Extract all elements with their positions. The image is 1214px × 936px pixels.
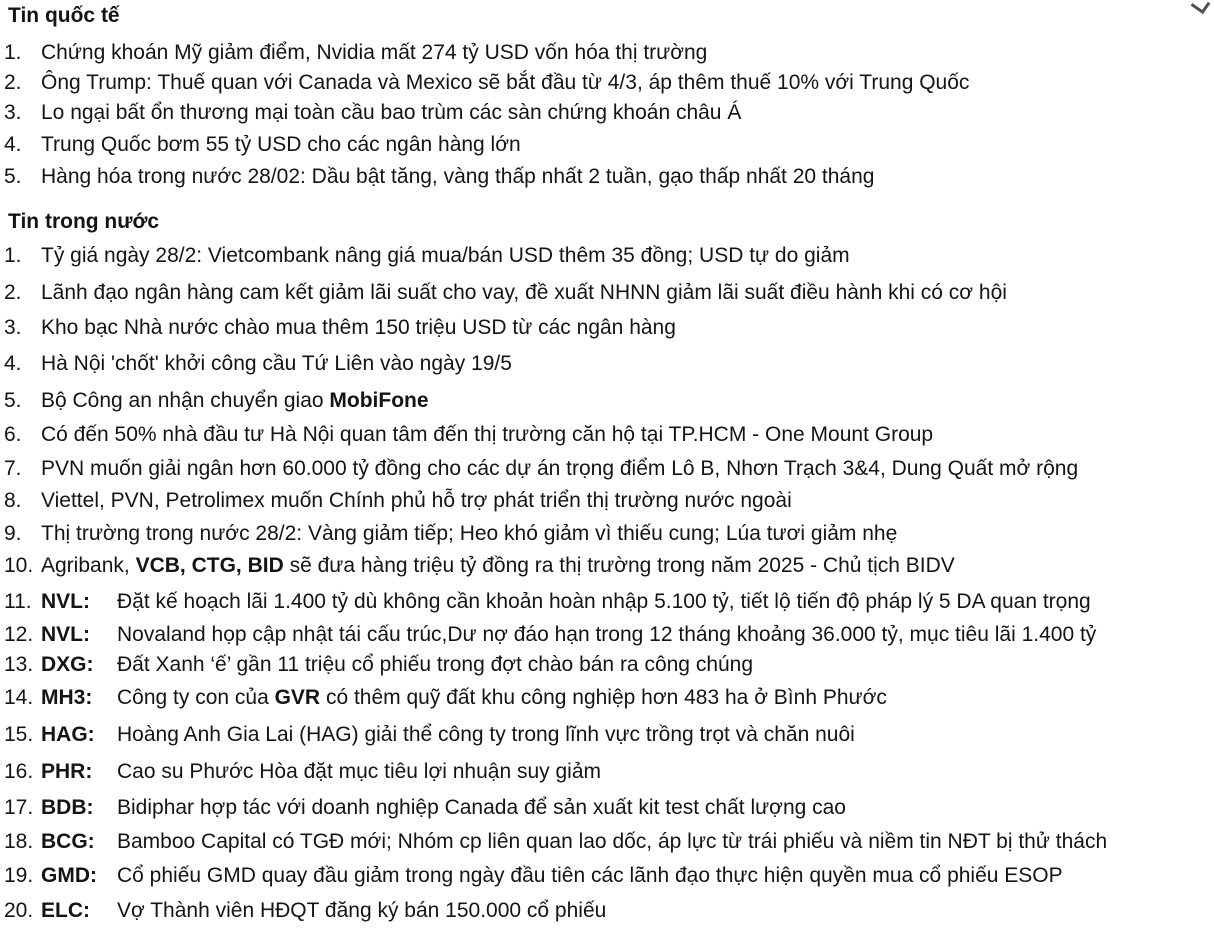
section-title-domestic: Tin trong nước (8, 210, 160, 233)
list-item: 14. MH3: Công ty con của GVR có thêm quỹ đất khu công nghiệp hơn 483 ha ở Bình Phước (4, 686, 887, 709)
list-item: 19. GMD: Cổ phiếu GMD quay đầu giảm trong ngày đầu tiên các lãnh đạo thực hiện quyền mua cổ phiếu ESOP (4, 864, 1063, 887)
ticker-label: BCG: (41, 830, 95, 853)
list-item: 3. Kho bạc Nhà nước chào mua thêm 150 triệu USD từ các ngân hàng (4, 316, 676, 339)
list-item: 5. Bộ Công an nhận chuyển giao MobiFone (4, 389, 429, 412)
ticker-label: HAG: (41, 723, 95, 746)
list-item: 2. Ông Trump: Thuế quan với Canada và Mexico sẽ bắt đầu từ 4/3, áp thêm thuế 10% với Trung Quốc (4, 71, 970, 94)
ticker-label: DXG: (41, 653, 94, 676)
list-item: 15. HAG: Hoàng Anh Gia Lai (HAG) giải thể công ty trong lĩnh vực trồng trọt và chăn nuôi (4, 723, 855, 746)
list-item: 16. PHR: Cao su Phước Hòa đặt mục tiêu lợi nhuận suy giảm (4, 760, 602, 783)
list-item: 12. NVL: Novaland họp cập nhật tái cấu trúc,Dư nợ đáo hạn trong 12 tháng khoảng 36.000 tỷ, mục tiêu lãi 1.400 tỷ (4, 623, 1097, 646)
ticker-label: PHR: (41, 760, 93, 783)
list-item: 17. BDB: Bidiphar hợp tác với doanh nghiệp Canada để sản xuất kit test chất lượng cao (4, 796, 846, 819)
list-item: 11. NVL: Đặt kế hoạch lãi 1.400 tỷ dù không cần khoản hoàn nhập 5.100 tỷ, tiết lộ tiến độ pháp lý 5 DA quan trọng (4, 590, 1091, 613)
list-item: 13. DXG: Đất Xanh ‘ế’ gần 11 triệu cổ phiếu trong đợt chào bán ra công chúng (4, 653, 754, 676)
list-item: 20. ELC: Vợ Thành viên HĐQT đăng ký bán 150.000 cổ phiếu (4, 899, 607, 922)
list-item: 6. Có đến 50% nhà đầu tư Hà Nội quan tâm đến thị trường căn hộ tại TP.HCM - One Mount Group (4, 423, 934, 446)
list-item: 4. Trung Quốc bơm 55 tỷ USD cho các ngân hàng lớn (4, 133, 521, 156)
section-title-international: Tin quốc tế (8, 4, 120, 27)
list-item: 5. Hàng hóa trong nước 28/02: Dầu bật tăng, vàng thấp nhất 2 tuần, gạo thấp nhất 20 tháng (4, 165, 875, 188)
list-item: 1. Chứng khoán Mỹ giảm điểm, Nvidia mất 274 tỷ USD vốn hóa thị trường (4, 41, 708, 64)
list-item: 10. Agribank, VCB, CTG, BID sẽ đưa hàng triệu tỷ đồng ra thị trường trong năm 2025 - Chủ tịch BIDV (4, 554, 955, 577)
ticker-label: NVL: (41, 590, 90, 613)
list-item: 3. Lo ngại bất ổn thương mại toàn cầu bao trùm các sàn chứng khoán châu Á (4, 101, 742, 124)
list-item: 4. Hà Nội 'chốt' khởi công cầu Tứ Liên vào ngày 19/5 (4, 352, 512, 375)
list-item: 8. Viettel, PVN, Petrolimex muốn Chính phủ hỗ trợ phát triển thị trường nước ngoài (4, 489, 792, 512)
ticker-label: GMD: (41, 864, 97, 887)
corner-mark-icon (1191, 0, 1211, 14)
list-item: 2. Lãnh đạo ngân hàng cam kết giảm lãi suất cho vay, đề xuất NHNN giảm lãi suất điều hành khi có cơ hội (4, 281, 1007, 304)
list-item: 1. Tỷ giá ngày 28/2: Vietcombank nâng giá mua/bán USD thêm 35 đồng; USD tự do giảm (4, 244, 850, 267)
list-item: 18. BCG: Bamboo Capital có TGĐ mới; Nhóm cp liên quan lao dốc, áp lực từ trái phiếu và niềm tin NĐT bị thử thách (4, 830, 1108, 853)
ticker-label: MH3: (41, 686, 93, 709)
list-item: 7. PVN muốn giải ngân hơn 60.000 tỷ đồng cho các dự án trọng điểm Lô B, Nhơn Trạch 3&4, Dung Quất mở rộng (4, 457, 1079, 480)
list-item: 9. Thị trường trong nước 28/2: Vàng giảm tiếp; Heo khó giảm vì thiếu cung; Lúa tươi giảm nhẹ (4, 522, 898, 545)
ticker-label: NVL: (41, 623, 90, 646)
ticker-label: BDB: (41, 796, 94, 819)
ticker-label: ELC: (41, 899, 90, 922)
